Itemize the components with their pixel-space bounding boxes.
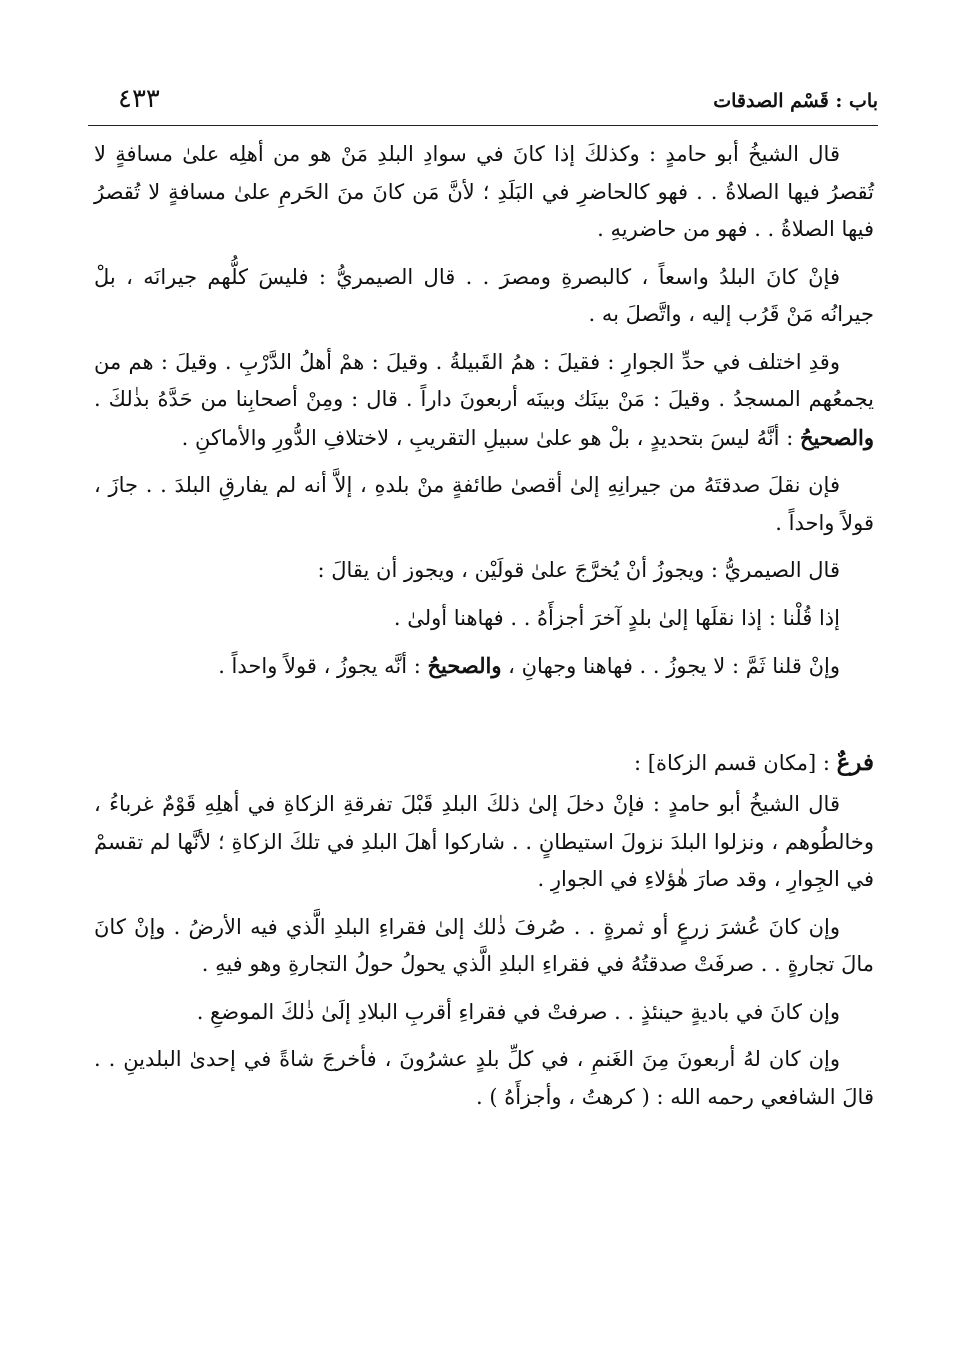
paragraph: [94, 136, 874, 249]
paragraph: [94, 552, 874, 590]
paragraph-text: وإن كان لهُ أربعونَ مِنَ الغَنمِ ، في كلِّ بلدٍ عشرُونَ ، فأخرجَ شاةً في إحدىٰ البلدينِ . . قالَ الشافعي رحمه الله : ( كرهتُ ، وأجزأَهُ ) .: [94, 1047, 874, 1109]
section-title: : [مكان قسم الزكاة] :: [634, 750, 837, 775]
section-keyword: فرعٌ: [836, 748, 874, 776]
paragraph-text: وإنْ قلنا ثَمَّ : لا يجوزُ . . فهاهنا وجهانِ ،: [501, 654, 840, 678]
section-heading: [94, 744, 874, 783]
emphasis-sahih: والصحيحُ: [799, 424, 874, 450]
paragraph: [94, 786, 874, 899]
paragraph-text: قال الشيخُ أبو حامدٍ : وكذلكَ إذا كانَ في سوادِ البلدِ مَنْ هو من أهلِه علىٰ مسافةٍ لا تُقصرُ فيها الصلاةُ . . فهو كالحاضرِ في البَلَدِ ؛ لأنَّ مَن كانَ منَ الحَرمِ علىٰ مسافةٍ لا تُقصرُ فيها الصلاةُ . . فهو من حاضريهِ .: [94, 142, 874, 241]
page-header: [88, 84, 878, 124]
page-number: ٤٣٣: [118, 84, 160, 114]
paragraph-text: قال الشيخُ أبو حامدٍ : فإنْ دخلَ إلىٰ ذلكَ البلدِ قَبْلَ تفرقةِ الزكاةِ في أهلِهِ قَوْمٌ غرباءُ ، وخالطُوهم ، ونزلوا البلدَ نزولَ استيطانٍ . . شاركوا أهلَ البلدِ في تلكَ الزكاةِ ؛ لأنَّها لم تقسمْ في الجِوارِ ، وقد صارَ هٰؤلاءِ في الجوارِ .: [94, 792, 874, 891]
paragraph: [94, 647, 874, 686]
paragraph: [94, 909, 874, 984]
chapter-title: باب : قَسْم الصدقات: [713, 90, 878, 112]
emphasis-sahih: والصحيحُ: [427, 653, 502, 678]
paragraph-text: وإن كانَ في باديةٍ حينئذٍ . . صرفتْ في فقراءِ أقربِ البلادِ إلَىٰ ذٰلكَ الموضعِ .: [196, 999, 840, 1024]
paragraph-text: : أنَّهُ ليسَ بتحديدٍ ، بلْ هو علىٰ سبيلِ التقريبِ ، لاختلافِ الدُّورِ والأماكنِ .: [181, 425, 800, 450]
paragraph: [94, 1041, 874, 1116]
paragraph-text: فإنْ كانَ البلدُ واسعاً ، كالبصرةِ ومصرَ . . قال الصيمريُّ : فليسَ كلُّهم جيرانَه ، بلْ جيرانُه مَنْ قَرُب إليه ، واتَّصلَ به .: [94, 264, 874, 326]
paragraph-text: قال الصيمريُّ : ويجوزُ أنْ يُخرَّجَ علىٰ قولَيْن ، ويجوز أن يقالَ :: [317, 558, 840, 582]
paragraph: [94, 994, 874, 1032]
main-text: [94, 136, 874, 1126]
paragraph: [94, 259, 874, 334]
paragraph: [94, 344, 874, 458]
paragraph-text: : أنَّه يجوزُ ، قولاً واحداً .: [218, 654, 428, 678]
paragraph-text: وإن كانَ عُشرَ زرعٍ أو ثمرةٍ . . صُرفَ ذٰلك إلىٰ فقراءِ البلدِ الَّذي فيه الأرضُ . وإنْ كانَ مالَ تجارةٍ . . صرفَتْ صدقتُهُ في فقراءِ البلدِ الَّذي يحولُ حولُ التجارةِ وهو فيهِ .: [94, 914, 874, 976]
paragraph-text: وقدِ اختلف في حدِّ الجوارِ : فقيلَ : همُ القَبيلةُ . وقيلَ : همْ أهلُ الدَّرْبِ . وقيلَ : هم من يجمعُهم المسجدُ . وقيلَ : مَنْ بينَك وبينَه أربعونَ داراً . قال : ومِنْ أصحابِنا من حَدَّهُ بذٰلكَ .: [94, 349, 874, 411]
paragraph-text: فإن نقلَ صدقتَهُ من جيرانِهِ إلىٰ أقصىٰ طائفةٍ منْ بلدهِ ، إلاَّ أنه لم يفارقِ البلدَ . . جازَ ، قولاً واحداً .: [94, 473, 874, 535]
header-divider: [88, 125, 878, 126]
paragraph: [94, 467, 874, 542]
paragraph: [94, 600, 874, 638]
paragraph-text: إذا قُلْنا : إذا نقلَها إلىٰ بلدٍ آخرَ أجزأَهُ . . فهاهنا أولىٰ .: [393, 605, 840, 630]
